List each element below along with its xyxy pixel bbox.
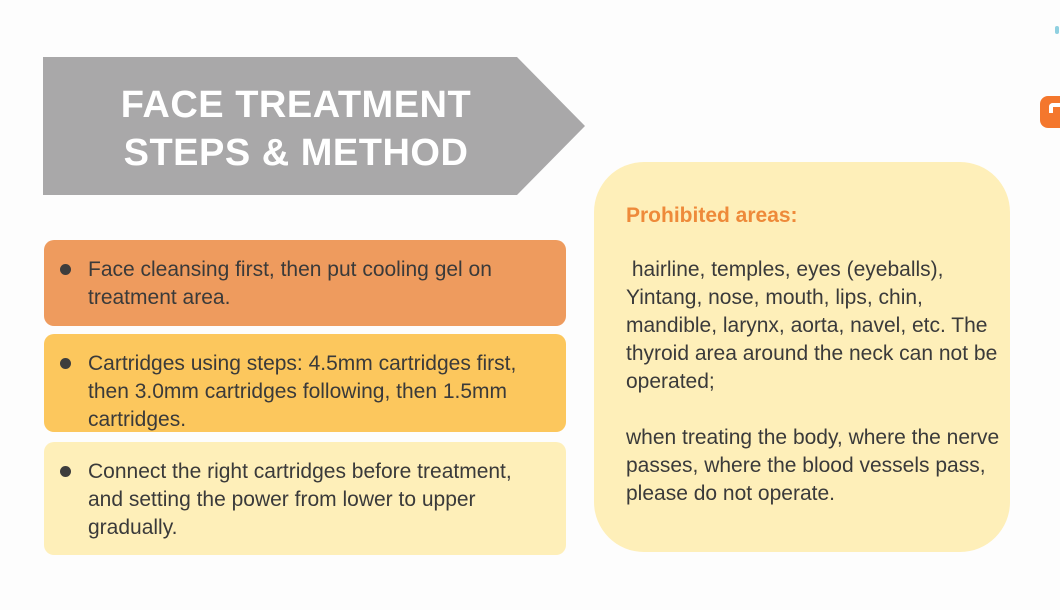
prohibited-title: Prohibited areas: <box>626 204 798 227</box>
prohibited-paragraph-1: hairline, temples, eyes (eyeballs), Yintang, nose, mouth, lips, chin, mandible, larynx, aorta, navel, etc. The thyroid area around the neck can not be operated; <box>626 258 1004 393</box>
bullet-dot-icon <box>60 358 71 369</box>
brand-logo-icon <box>1040 96 1060 128</box>
step-cleansing <box>44 240 566 326</box>
bullet-dot-icon <box>60 264 71 275</box>
corner-marker-icon <box>1055 26 1059 34</box>
title-banner <box>43 57 585 195</box>
step-text: Connect the right cartridges before treatment, and setting the power from lower to upper gradually. <box>88 460 512 539</box>
bullet-dot-icon <box>60 466 71 477</box>
title-line-1: FACE TREATMENT <box>120 84 472 126</box>
step-cartridges <box>44 334 566 432</box>
prohibited-paragraph-2: when treating the body, where the nerve passes, where the blood vessels pass, please do not operate. <box>626 426 1006 505</box>
step-power <box>44 442 566 555</box>
step-text: Cartridges using steps: 4.5mm cartridges first, then 3.0mm cartridges following, then 1.5mm cartridges. <box>88 352 517 431</box>
page-title <box>43 81 549 177</box>
step-text: Face cleansing first, then put cooling gel on treatment area. <box>88 258 492 309</box>
prohibited-areas-card <box>594 162 1010 552</box>
title-line-2: STEPS & METHOD <box>123 132 469 174</box>
